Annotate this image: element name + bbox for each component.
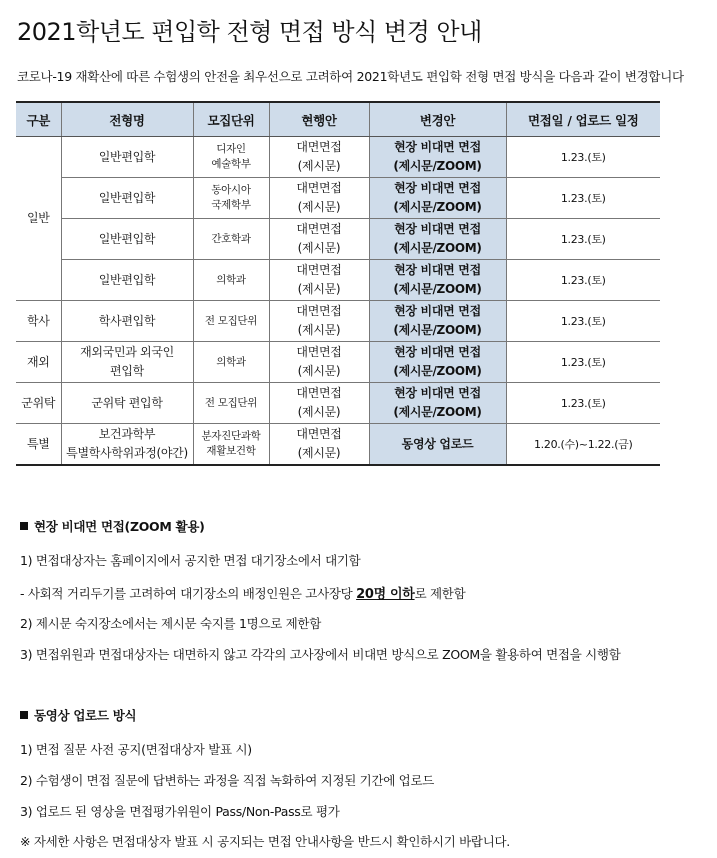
schedule-date: 1.23.(토) bbox=[506, 383, 660, 424]
schedule-date: 1.23.(토) bbox=[506, 301, 660, 342]
table-row bbox=[16, 342, 660, 383]
section2-line2: 2) 수험생이 면접 질문에 답변하는 과정을 직접 녹화하여 지정된 기간에 업로드 bbox=[20, 773, 434, 788]
admission-name: 보건과학부 특별학사학위과정(야간) bbox=[61, 424, 193, 466]
square-bullet-icon bbox=[20, 711, 28, 719]
table-row bbox=[16, 178, 660, 219]
admission-name: 학사편입학 bbox=[61, 301, 193, 342]
group-cell: 학사 bbox=[16, 301, 61, 342]
current-method: 대면면접 (제시문) bbox=[269, 178, 369, 219]
schedule-date: 1.23.(토) bbox=[506, 219, 660, 260]
square-bullet-icon bbox=[20, 522, 28, 530]
table-row bbox=[16, 260, 660, 301]
current-method: 대면면접 (제시문) bbox=[269, 260, 369, 301]
section2-line3: 3) 업로드 된 영상을 면접평가위원이 Pass/Non-Pass로 평가 bbox=[20, 804, 340, 819]
unit-cell: 디자인 예술학부 bbox=[193, 137, 269, 178]
schedule-date: 1.20.(수)~1.22.(금) bbox=[506, 424, 660, 466]
changed-method: 동영상 업로드 bbox=[369, 424, 506, 466]
schedule-date: 1.23.(토) bbox=[506, 178, 660, 219]
section1-line1: 1) 면접대상자는 홈페이지에서 공지한 면접 대기장소에서 대기함 bbox=[20, 553, 361, 568]
header-changed: 변경안 bbox=[369, 102, 506, 137]
page-title: 2021학년도 편입학 전형 면접 방식 변경 안내 bbox=[17, 18, 482, 46]
header-admission-type: 전형명 bbox=[61, 102, 193, 137]
unit-cell: 전 모집단위 bbox=[193, 301, 269, 342]
section1-line4: 3) 면접위원과 면접대상자는 대면하지 않고 각각의 고사장에서 비대면 방식으로 ZOOM을 활용하여 면접을 시행함 bbox=[20, 647, 621, 662]
header-schedule: 면접일 / 업로드 일정 bbox=[506, 102, 660, 137]
unit-cell: 전 모집단위 bbox=[193, 383, 269, 424]
changed-method: 현장 비대면 면접 (제시문/ZOOM) bbox=[369, 383, 506, 424]
table-row bbox=[16, 219, 660, 260]
section1-line2: - 사회적 거리두기를 고려하여 대기장소의 배정인원은 고사장당 20명 이하로 제한함 bbox=[20, 586, 466, 602]
current-method: 대면면접 (제시문) bbox=[269, 424, 369, 466]
table-header-row bbox=[16, 102, 660, 137]
admission-name: 일반편입학 bbox=[61, 219, 193, 260]
current-method: 대면면접 (제시문) bbox=[269, 219, 369, 260]
admission-name: 일반편입학 bbox=[61, 137, 193, 178]
current-method: 대면면접 (제시문) bbox=[269, 383, 369, 424]
section1-heading: 현장 비대면 면접(ZOOM 활용) bbox=[20, 517, 205, 535]
table-row bbox=[16, 424, 660, 466]
current-method: 대면면접 (제시문) bbox=[269, 342, 369, 383]
schedule-date: 1.23.(토) bbox=[506, 342, 660, 383]
section1-line3: 2) 제시문 숙지장소에서는 제시문 숙지를 1명으로 제한함 bbox=[20, 616, 321, 631]
current-method: 대면면접 (제시문) bbox=[269, 137, 369, 178]
section2-heading: 동영상 업로드 방식 bbox=[20, 706, 136, 724]
capacity-emphasis: 20명 이하 bbox=[356, 587, 415, 602]
changed-method: 현장 비대면 면접 (제시문/ZOOM) bbox=[369, 342, 506, 383]
intro-text: 코로나-19 재확산에 따른 수험생의 안전을 최우선으로 고려하여 2021학년도 편입학 전형 면접 방식을 다음과 같이 변경합니다 bbox=[17, 69, 684, 84]
header-unit: 모집단위 bbox=[193, 102, 269, 137]
table-row bbox=[16, 137, 660, 178]
section2-line1: 1) 면접 질문 사전 공지(면접대상자 발표 시) bbox=[20, 742, 252, 757]
admission-name: 재외국민과 외국인 편입학 bbox=[61, 342, 193, 383]
group-cell: 특별 bbox=[16, 424, 61, 466]
group-cell: 군위탁 bbox=[16, 383, 61, 424]
admission-name: 일반편입학 bbox=[61, 260, 193, 301]
notice-text: ※ 자세한 사항은 면접대상자 발표 시 공지되는 면접 안내사항을 반드시 확인하시기 바랍니다. bbox=[20, 834, 510, 849]
table-row bbox=[16, 301, 660, 342]
schedule-date: 1.23.(토) bbox=[506, 137, 660, 178]
changed-method: 현장 비대면 면접 (제시문/ZOOM) bbox=[369, 219, 506, 260]
unit-cell: 의학과 bbox=[193, 260, 269, 301]
admission-name: 일반편입학 bbox=[61, 178, 193, 219]
unit-cell: 의학과 bbox=[193, 342, 269, 383]
schedule-date: 1.23.(토) bbox=[506, 260, 660, 301]
unit-cell: 간호학과 bbox=[193, 219, 269, 260]
group-cell: 일반 bbox=[16, 137, 61, 301]
table-row bbox=[16, 383, 660, 424]
changed-method: 현장 비대면 면접 (제시문/ZOOM) bbox=[369, 260, 506, 301]
changed-method: 현장 비대면 면접 (제시문/ZOOM) bbox=[369, 137, 506, 178]
group-cell: 재외 bbox=[16, 342, 61, 383]
changed-method: 현장 비대면 면접 (제시문/ZOOM) bbox=[369, 301, 506, 342]
header-current: 현행안 bbox=[269, 102, 369, 137]
header-category: 구분 bbox=[16, 102, 61, 137]
schedule-table bbox=[16, 101, 660, 466]
current-method: 대면면접 (제시문) bbox=[269, 301, 369, 342]
unit-cell: 동아시아 국제학부 bbox=[193, 178, 269, 219]
changed-method: 현장 비대면 면접 (제시문/ZOOM) bbox=[369, 178, 506, 219]
admission-name: 군위탁 편입학 bbox=[61, 383, 193, 424]
unit-cell: 분자진단과학 재활보건학 bbox=[193, 424, 269, 466]
